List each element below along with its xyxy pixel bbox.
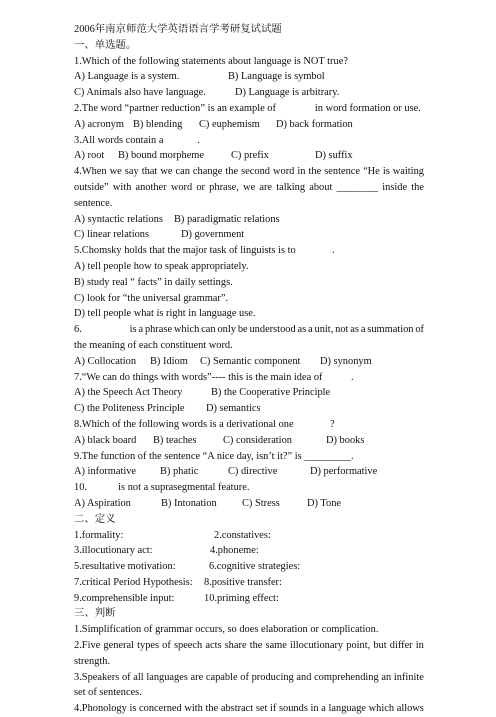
- word: that: [141, 166, 158, 178]
- question-7: 7.“We can do things with words”---- this is the main idea of .: [74, 371, 354, 383]
- word: a: [138, 324, 144, 336]
- option: D) government: [181, 229, 245, 241]
- section-heading-definitions: 二、定义: [74, 513, 116, 525]
- word: the: [225, 166, 239, 178]
- exam-content: [74, 22, 424, 717]
- word: 4.When: [74, 166, 107, 178]
- word: outside”: [74, 181, 109, 193]
- word: with: [184, 703, 203, 715]
- option: C) Semantic component: [200, 355, 301, 367]
- question-10-options: [74, 496, 424, 512]
- question-2: 2.The word “partner reduction” is an example of in word formation or use.: [74, 102, 421, 114]
- word: a: [308, 324, 313, 336]
- definition-term: 2.constatives:: [214, 529, 271, 541]
- word: waiting: [392, 166, 424, 178]
- word: word: [273, 166, 295, 178]
- word: in: [415, 640, 424, 652]
- option: C) prefix: [231, 150, 269, 162]
- option: A) Aspiration: [74, 497, 131, 509]
- word: unit,: [314, 324, 334, 336]
- word: but: [373, 640, 387, 652]
- question-4-line-3: sentence.: [74, 197, 113, 209]
- definition-term: 3.illocutionary act:: [74, 545, 153, 557]
- exam-title: 2006年南京师范大学英语语言学考研复试试题: [74, 24, 282, 35]
- word: phrase,: [209, 181, 239, 193]
- option: A) root: [74, 150, 105, 162]
- question-8-options: [74, 433, 424, 449]
- option: A) syntactic relations: [74, 213, 163, 225]
- option: D) back formation: [276, 118, 353, 130]
- definition-term: 4.phoneme:: [210, 545, 259, 557]
- definition-term: 9.comprehensible input:: [74, 592, 175, 604]
- word: be: [237, 324, 248, 336]
- statement-2-line-2: strength.: [74, 655, 111, 667]
- question-6-line-2: the meaning of each constituent word.: [74, 339, 233, 351]
- option: B) paradigmatic relations: [174, 213, 280, 225]
- word: “He: [363, 166, 380, 178]
- definition-row: [74, 543, 424, 559]
- question-10: 10. is not a suprasegmental feature.: [74, 482, 250, 494]
- option: C) euphemism: [199, 118, 260, 130]
- option: D) Tone: [307, 497, 341, 509]
- question-8: 8.Which of the following words is a derivational one ?: [74, 418, 335, 430]
- word: the: [411, 181, 424, 193]
- option: B) teaches: [153, 434, 197, 446]
- option: C) the Politeness Principle: [74, 403, 185, 415]
- question-5-option-a: A) tell people how to speak appropriately.: [74, 260, 249, 272]
- word: sentence: [324, 166, 361, 178]
- question-7-options-ab: [74, 385, 424, 401]
- word: all: [133, 671, 144, 683]
- word: 3.Speakers: [74, 671, 120, 683]
- word: another: [135, 181, 167, 193]
- option: A) Language is a system.: [74, 71, 180, 83]
- word: is: [129, 324, 137, 336]
- word: word: [170, 181, 193, 193]
- option: B) blending: [133, 118, 183, 130]
- word: point,: [346, 640, 371, 652]
- word: and: [296, 671, 312, 683]
- word: is: [129, 703, 137, 715]
- question-7-options-cd: [74, 401, 424, 417]
- word: general: [103, 640, 134, 652]
- question-1: 1.Which of the following statements about language is NOT true?: [74, 55, 348, 67]
- word: 6.: [74, 324, 82, 336]
- word: infinite: [393, 671, 424, 683]
- word: 2.Five: [74, 640, 101, 652]
- word: of: [240, 671, 249, 683]
- option: C) directive: [228, 466, 278, 478]
- word: a: [360, 324, 366, 336]
- question-6-options: [74, 354, 424, 370]
- definition-term: 10.priming effect:: [204, 592, 279, 604]
- statement-3-line-2: set of sentences.: [74, 687, 142, 699]
- word: understood: [249, 324, 296, 336]
- word: can: [201, 324, 216, 336]
- word: allows: [396, 703, 424, 715]
- question-5-option-c: C) look for “the universal grammar”.: [74, 292, 229, 304]
- word: speech: [173, 640, 203, 652]
- question-1-options-cd: [74, 85, 424, 101]
- word: we: [243, 181, 256, 193]
- word: languages: [146, 671, 188, 683]
- option: C) consideration: [223, 434, 292, 446]
- question-4-options-ab: [74, 212, 424, 228]
- word: abstract: [220, 703, 254, 715]
- question-9-options: [74, 464, 424, 480]
- word: the: [249, 640, 263, 652]
- option: D) books: [326, 434, 365, 446]
- word: same: [265, 640, 287, 652]
- word: talking: [276, 181, 306, 193]
- word: which: [368, 703, 395, 715]
- option: B) bound morpheme: [118, 150, 204, 162]
- question-5: 5.Chomsky holds that the major task of linguists is to .: [74, 245, 335, 257]
- word: types: [137, 640, 160, 652]
- word: the: [205, 703, 219, 715]
- option: A) black board: [74, 434, 137, 446]
- word: phrase: [144, 324, 173, 336]
- word: 4.Phonology: [74, 703, 127, 715]
- definition-term: 1.formality:: [74, 529, 124, 541]
- definition-term: 5.resultative motivation:: [74, 561, 176, 573]
- question-5-option-b: B) study real “ facts” in daily settings.: [74, 276, 233, 288]
- option: A) Collocation: [74, 355, 137, 367]
- word: in: [310, 703, 319, 715]
- statement-1: 1.Simplification of grammar occurs, so does elaboration or complication.: [74, 624, 379, 636]
- question-6-line-1: [74, 322, 424, 338]
- word: with: [112, 181, 132, 193]
- word: differ: [389, 640, 413, 652]
- word: an: [381, 671, 392, 683]
- option: C) Animals also have language.: [74, 87, 206, 99]
- word: are: [190, 671, 204, 683]
- section-heading-single-choice: 一、单选题。: [74, 39, 137, 51]
- word: of: [415, 324, 424, 336]
- question-4-options-cd: [74, 227, 424, 243]
- definition-row: [74, 528, 424, 544]
- word: set: [255, 703, 268, 715]
- option: C) Stress: [242, 497, 280, 509]
- word: of: [162, 640, 171, 652]
- word: we: [109, 166, 122, 178]
- word: are: [259, 181, 273, 193]
- word: about: [309, 181, 333, 193]
- word: comprehending: [314, 671, 379, 683]
- option: D) semantics: [206, 403, 261, 415]
- word: in: [297, 166, 306, 178]
- definition-row: [74, 575, 424, 591]
- option: A) acronym: [74, 118, 124, 130]
- word: or: [196, 181, 205, 193]
- option: A) informative: [74, 466, 137, 478]
- option: D) suffix: [315, 150, 353, 162]
- word: we: [160, 166, 173, 178]
- word: second: [241, 166, 270, 178]
- definition-term: 8.positive transfer:: [204, 576, 282, 588]
- option: C) linear relations: [74, 229, 150, 241]
- word: of: [121, 671, 131, 683]
- option: D) performative: [310, 466, 378, 478]
- word: concerned: [139, 703, 182, 715]
- question-2-options: [74, 117, 424, 133]
- definition-row: [74, 591, 424, 607]
- option: A) the Speech Act Theory: [74, 387, 183, 399]
- word: which: [173, 324, 200, 336]
- word: say: [124, 166, 139, 178]
- word: as: [297, 324, 307, 336]
- definition-term: 6.cognitive strategies:: [209, 561, 301, 573]
- word: acts: [205, 640, 222, 652]
- question-3-options: [74, 148, 424, 164]
- option: B) Intonation: [161, 497, 217, 509]
- word: producing: [251, 671, 294, 683]
- section-heading-true-false: 三、判断: [74, 608, 116, 620]
- word: only: [217, 324, 236, 336]
- definition-row: [74, 559, 424, 575]
- word: sounds: [279, 703, 308, 715]
- word: language: [328, 703, 367, 715]
- word: change: [192, 166, 223, 178]
- option: B) Idiom: [150, 355, 188, 367]
- word: as: [350, 324, 359, 336]
- statement-4-line-1: [74, 701, 424, 717]
- word: the: [308, 166, 322, 178]
- question-9: 9.The function of the sentence “A nice day, isn’t it?” is _________.: [74, 450, 354, 462]
- word: illocutionary: [290, 640, 344, 652]
- option: B) phatic: [160, 466, 199, 478]
- word: capable: [205, 671, 238, 683]
- word: share: [224, 640, 247, 652]
- word: is: [382, 166, 390, 178]
- answer-blank: ________: [336, 181, 379, 193]
- option: D) synonym: [320, 355, 372, 367]
- statement-2-line-1: [74, 638, 424, 654]
- question-1-options-ab: [74, 69, 424, 85]
- option: B) Language is symbol: [228, 71, 325, 83]
- word: a: [321, 703, 326, 715]
- option: D) Language is arbitrary.: [235, 87, 340, 99]
- option: B) the Cooperative Principle: [211, 387, 331, 399]
- word: summation: [367, 324, 414, 336]
- word: if: [270, 703, 277, 715]
- question-3: 3.All words contain a .: [74, 134, 200, 146]
- word: inside: [382, 181, 408, 193]
- definition-term: 7.critical Period Hypothesis:: [74, 576, 193, 588]
- question-4-line-2: [74, 180, 424, 196]
- statement-3-line-1: [74, 670, 424, 686]
- question-4-line-1: [74, 164, 424, 180]
- question-5-option-d: D) tell people what is right in language use.: [74, 308, 256, 320]
- word: not: [335, 324, 349, 336]
- word: can: [175, 166, 190, 178]
